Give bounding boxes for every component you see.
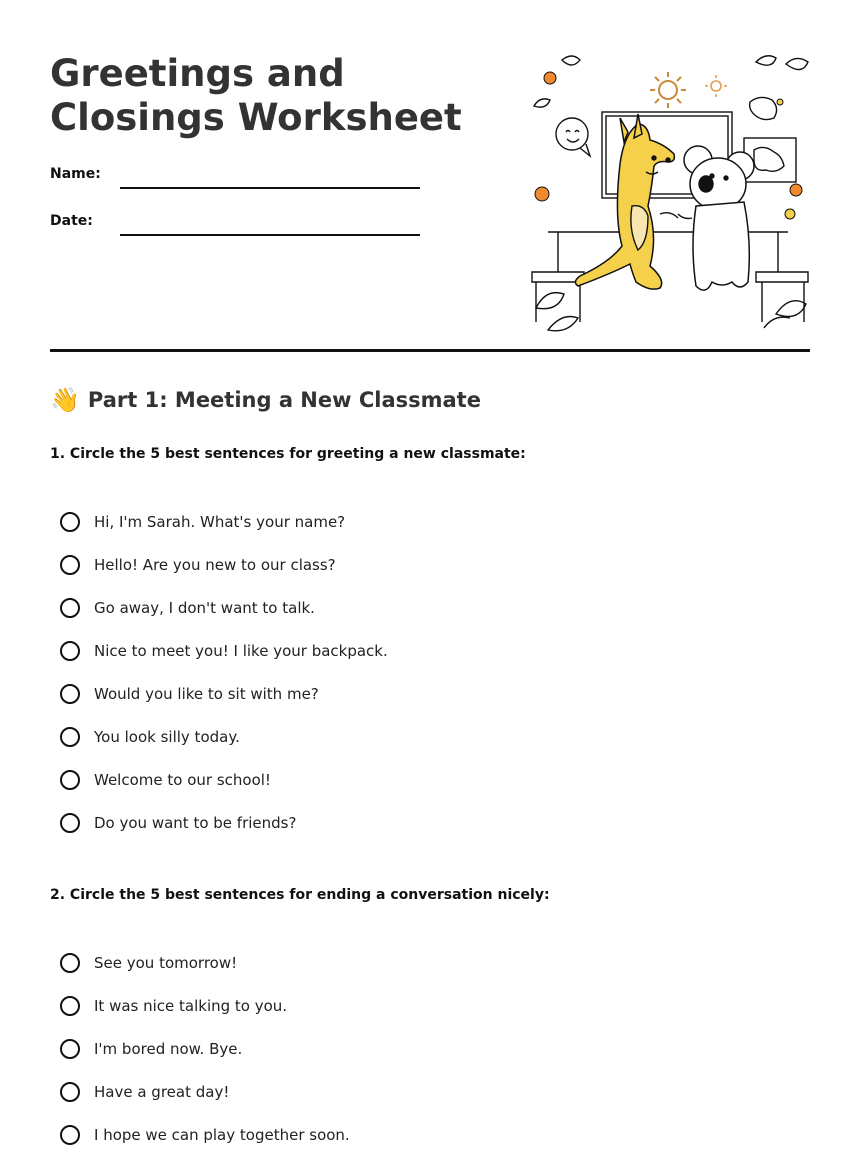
option-circle[interactable] bbox=[60, 813, 80, 833]
question-2-options bbox=[60, 941, 350, 1156]
list-item bbox=[60, 801, 388, 844]
option-circle[interactable] bbox=[60, 684, 80, 704]
option-text: Hello! Are you new to our class? bbox=[94, 555, 336, 574]
list-item bbox=[60, 629, 388, 672]
date-field[interactable] bbox=[120, 234, 420, 236]
name-field[interactable] bbox=[120, 187, 420, 189]
question-2-prompt: 2. Circle the 5 best sentences for ending a conversation nicely: bbox=[50, 887, 550, 903]
option-text: Hi, I'm Sarah. What's your name? bbox=[94, 512, 346, 531]
option-text: Do you want to be friends? bbox=[94, 813, 297, 832]
option-circle[interactable] bbox=[60, 1125, 80, 1145]
option-text: I hope we can play together soon. bbox=[94, 1125, 350, 1144]
part1-heading-text: Part 1: Meeting a New Classmate bbox=[87, 388, 481, 412]
list-item bbox=[60, 941, 350, 984]
list-item bbox=[60, 1113, 350, 1156]
kangaroo-koala-illustration bbox=[528, 46, 812, 332]
name-label: Name: bbox=[50, 166, 101, 182]
option-text: Would you like to sit with me? bbox=[94, 684, 319, 703]
list-item bbox=[60, 984, 350, 1027]
option-text: Go away, I don't want to talk. bbox=[94, 598, 315, 617]
option-circle[interactable] bbox=[60, 512, 80, 532]
header-divider bbox=[50, 349, 810, 352]
question-1-prompt: 1. Circle the 5 best sentences for greeting a new classmate: bbox=[50, 446, 526, 462]
list-item bbox=[60, 1070, 350, 1113]
option-text: See you tomorrow! bbox=[94, 953, 238, 972]
list-item bbox=[60, 586, 388, 629]
part1-heading bbox=[50, 388, 481, 412]
option-circle[interactable] bbox=[60, 996, 80, 1016]
option-text: It was nice talking to you. bbox=[94, 996, 288, 1015]
list-item bbox=[60, 1027, 350, 1070]
option-circle[interactable] bbox=[60, 598, 80, 618]
list-item bbox=[60, 715, 388, 758]
list-item bbox=[60, 500, 388, 543]
option-circle[interactable] bbox=[60, 641, 80, 661]
list-item bbox=[60, 672, 388, 715]
date-label: Date: bbox=[50, 213, 93, 229]
option-text: I'm bored now. Bye. bbox=[94, 1039, 243, 1058]
option-circle[interactable] bbox=[60, 1082, 80, 1102]
option-circle[interactable] bbox=[60, 1039, 80, 1059]
option-circle[interactable] bbox=[60, 727, 80, 747]
list-item bbox=[60, 758, 388, 801]
option-text: Have a great day! bbox=[94, 1082, 230, 1101]
option-circle[interactable] bbox=[60, 770, 80, 790]
option-text: Nice to meet you! I like your backpack. bbox=[94, 641, 388, 660]
option-text: You look silly today. bbox=[94, 727, 240, 746]
option-text: Welcome to our school! bbox=[94, 770, 271, 789]
waving-hand-icon: 👋 bbox=[50, 386, 80, 414]
question-1-options bbox=[60, 500, 388, 844]
option-circle[interactable] bbox=[60, 953, 80, 973]
page-title: Greetings and Closings Worksheet bbox=[50, 52, 462, 139]
list-item bbox=[60, 543, 388, 586]
option-circle[interactable] bbox=[60, 555, 80, 575]
